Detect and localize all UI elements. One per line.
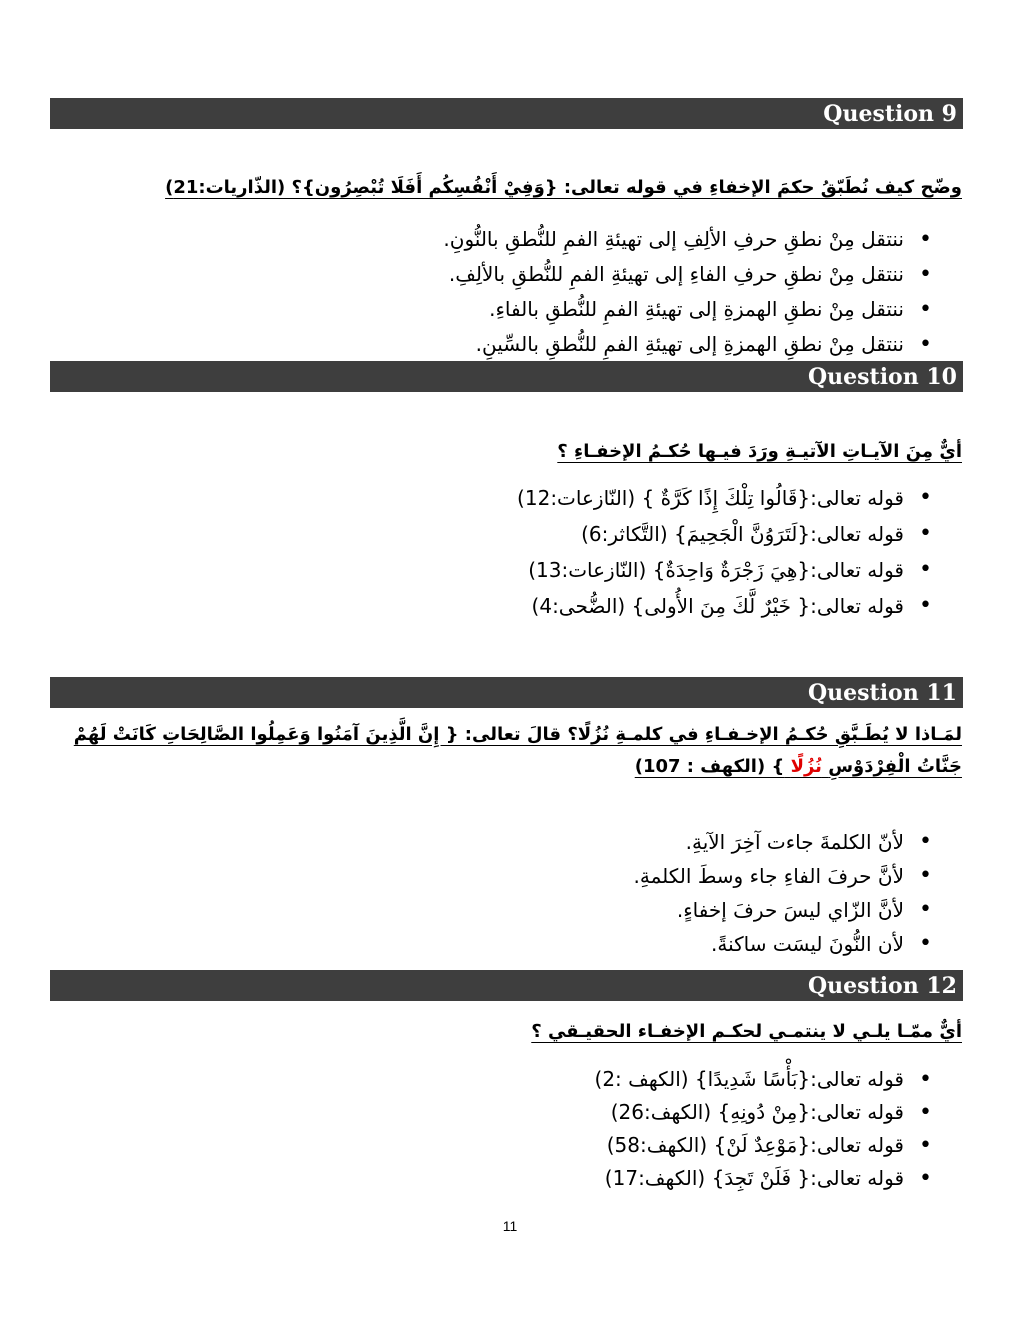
question-11-option-3[interactable]: • لأنَّ الزّاي ليسَ حرفَ إخفاءٍ. bbox=[634, 893, 961, 927]
question-10-option-3[interactable]: • قوله تعالى:{هِيَ زَجْرَةٌ وَاحِدَةٌ} (النّازعات:13) bbox=[517, 552, 960, 588]
question-10-options bbox=[517, 480, 960, 624]
question-10-header: Question 10 bbox=[50, 361, 963, 392]
question-11-highlight-word: نُزُلًا bbox=[790, 756, 822, 777]
question-11-options bbox=[634, 825, 961, 961]
question-9-options bbox=[443, 222, 960, 362]
question-11-option-4[interactable]: • لأن النُّونَ ليسَت ساكنةً. bbox=[634, 927, 961, 961]
question-12-options bbox=[595, 1063, 961, 1195]
question-9-header: Question 9 bbox=[50, 98, 963, 129]
question-9-option-2[interactable]: • ننتقل مِنْ نطقِ حرفِ الفاءِ إلى تهيئةِ الفمِ للنُّطقِ بالألِفِ. bbox=[443, 257, 960, 292]
question-11-prompt-text: لمَـاذا لا يُطَـبَّقِ حُكـمُ الإخـفـاءِ في كلمـةِ نُزُلًا؟ قالَ تعالى: { إِنَّ الَّذِينَ آمَنُوا وَعَمِلُوا الصَّالِحَاتِ كَانَتْ لَهُمْ جَنَّاتُ الْفِرْدَوْسِ bbox=[73, 724, 962, 777]
question-10-option-4[interactable]: • قوله تعالى:{ خَيْرٌ لَّكَ مِنَ الأُولى} (الضُّحى:4) bbox=[517, 588, 960, 624]
question-11-prompt-ref: } (الكهف : 107) bbox=[634, 756, 785, 777]
question-9-option-1[interactable]: • ننتقل مِنْ نطقِ حرفِ الألِفِ إلى تهيئةِ الفمِ للنُّطقِ بالنُّونِ. bbox=[443, 222, 960, 257]
question-11-prompt bbox=[55, 719, 962, 783]
question-10-option-1[interactable]: • قوله تعالى:{قَالُوا تِلْكَ إِذًا كَرَّةٌ } (النّازعات:12) bbox=[517, 480, 960, 516]
question-9-prompt: وضّح كيف نُطَبّقُ حكمَ الإخفاءِ في قوله تعالى: {وَفِيْ أَنْفُسِكُم أَفَلَا تُبْصِرُون}؟ (الذّاريات:21) bbox=[165, 177, 962, 198]
question-11-option-1[interactable]: • لأنّ الكلمةَ جاءت آخِرَ الآيةِ. bbox=[634, 825, 961, 859]
question-12-option-4[interactable]: • قوله تعالى:{ فَلَنْ تَجِدَ} (الكهف:17) bbox=[595, 1162, 961, 1195]
question-9-option-4[interactable]: • ننتقل مِنْ نطقِ الهمزةِ إلى تهيئةِ الفمِ للنُّطقِ بالسِّينِ. bbox=[443, 327, 960, 362]
question-12-header: Question 12 bbox=[50, 970, 963, 1001]
question-12-option-1[interactable]: • قوله تعالى:{بَأْسًا شَدِيدًا} (الكهف :2) bbox=[595, 1063, 961, 1096]
question-10-option-2[interactable]: • قوله تعالى:{لَتَرَوُنَّ الْجَحِيمَ} (التَّكاثر:6) bbox=[517, 516, 960, 552]
question-11-header: Question 11 bbox=[50, 677, 963, 708]
question-10-prompt: أيٌّ مِنَ الآيـاتِ الآتيـةِ ورَدَ فيـها حُكـمُ الإخفـاءِ ؟ bbox=[557, 441, 962, 462]
question-11-option-2[interactable]: • لأنَّ حرفَ الفاءِ جاء وسطَ الكلمةِ. bbox=[634, 859, 961, 893]
question-12-option-3[interactable]: • قوله تعالى:{مَوْعِدٌ لَنْ} (الكهف:58) bbox=[595, 1129, 961, 1162]
question-12-prompt: أيٌّ ممّـا يلـي لا ينتمـي لحكـم الإخفـاء الحقيـقي ؟ bbox=[531, 1021, 962, 1042]
question-12-option-2[interactable]: • قوله تعالى:{مِنْ دُونِهِ} (الكهف:26) bbox=[595, 1096, 961, 1129]
question-9-option-3[interactable]: • ننتقل مِنْ نطقِ الهمزةِ إلى تهيئةِ الفمِ للنُّطقِ بالفاءِ. bbox=[443, 292, 960, 327]
page-number: 11 bbox=[502, 1218, 518, 1234]
